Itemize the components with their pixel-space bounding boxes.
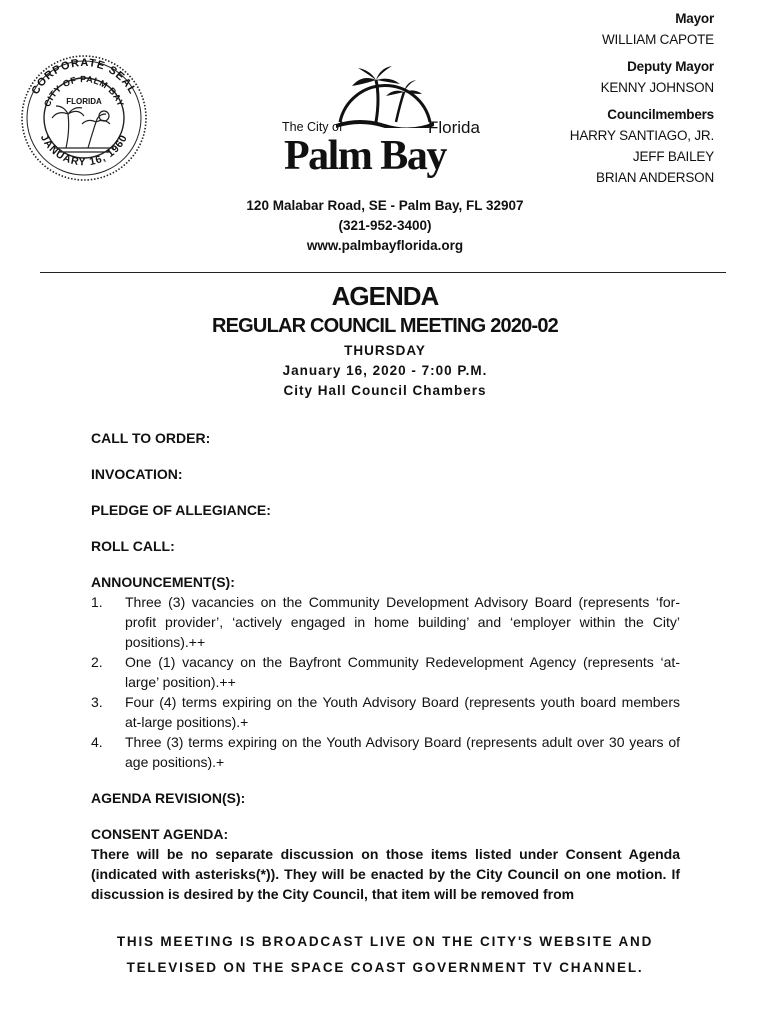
agenda-body — [91, 428, 680, 904]
header-divider — [40, 272, 726, 273]
consent-agenda-text: There will be no separate discussion on those items listed under Consent Agenda (indicated with asterisks(*)). They will be enacted by the City Council on one motion. If discussion is desired by the City Council, that item will be removed from — [91, 846, 680, 902]
councilmembers-title: Councilmembers — [607, 107, 714, 122]
deputy-mayor-name: KENNY JOHNSON — [600, 80, 714, 95]
section-roll-call: ROLL CALL: — [91, 538, 175, 554]
seal-state-text: FLORIDA — [66, 97, 102, 106]
palm-bay-logo — [278, 58, 488, 188]
officials-list — [494, 8, 714, 194]
list-item: 3. Four (4) terms expiring on the Youth Advisory Board (represents youth board members at-large positions).+ — [91, 694, 680, 730]
contact-block — [0, 196, 770, 256]
seal-date-text: JANUARY 16, 1960 — [37, 132, 131, 169]
mayor-title: Mayor — [675, 11, 714, 26]
section-invocation: INVOCATION: — [91, 466, 183, 482]
broadcast-notice-line: TELEVISED ON THE SPACE COAST GOVERNMENT TV CHANNEL. — [126, 960, 644, 975]
section-agenda-revisions: AGENDA REVISION(S): — [91, 790, 246, 806]
section-pledge: PLEDGE OF ALLEGIANCE: — [91, 502, 271, 518]
section-announcements: ANNOUNCEMENT(S): — [91, 574, 235, 590]
meeting-title: REGULAR COUNCIL MEETING 2020-02 — [211, 315, 558, 337]
meeting-details — [0, 341, 770, 401]
councilmember-name: HARRY SANTIAGO, JR. — [569, 128, 714, 143]
meeting-day: THURSDAY — [344, 343, 426, 358]
broadcast-notice-line: THIS MEETING IS BROADCAST LIVE ON THE CITY'S WEBSITE AND — [116, 934, 654, 949]
broadcast-notice — [0, 929, 770, 981]
seal-top-text: CORPORATE SEAL — [29, 56, 139, 97]
councilmember-name: BRIAN ANDERSON — [596, 170, 714, 185]
list-item: 4. Three (3) terms expiring on the Youth Advisory Board (represents adult over 30 years of age positions).+ — [91, 734, 680, 770]
logo-florida: Florida — [428, 118, 480, 137]
phone: (321-952-3400) — [338, 218, 432, 233]
deputy-mayor-title: Deputy Mayor — [627, 59, 714, 74]
logo-brand-name: Palm Bay — [284, 133, 446, 179]
list-item: 1. Three (3) vacancies on the Community Development Advisory Board (represents ‘for-profit provider’, ‘actively engaged in home building’ and ‘employer within the City’ positions).++ — [91, 594, 680, 650]
announcement-list — [91, 592, 680, 772]
meeting-location: City Hall Council Chambers — [283, 383, 487, 398]
agenda-title: AGENDA — [331, 281, 439, 311]
meeting-datetime: January 16, 2020 - 7:00 P.M. — [282, 363, 488, 378]
section-consent-agenda: CONSENT AGENDA: — [91, 826, 229, 842]
address: 120 Malabar Road, SE - Palm Bay, FL 32907 — [246, 198, 524, 213]
councilmember-name: JEFF BAILEY — [632, 149, 714, 164]
mayor-name: WILLIAM CAPOTE — [602, 32, 714, 47]
seal-inner-text: CITY OF PALM BAY — [42, 73, 126, 109]
svg-text:JANUARY 16, 1960 — [38, 133, 130, 169]
website: www.palmbayflorida.org — [306, 238, 464, 253]
logo-the-city-of: The City of — [282, 120, 343, 134]
palm-trees-icon — [330, 58, 440, 128]
section-call-to-order: CALL TO ORDER: — [91, 430, 211, 446]
list-item: 2. One (1) vacancy on the Bayfront Community Redevelopment Agency (represents ‘at-large’ position).++ — [91, 654, 680, 690]
seal-palm-icon — [52, 106, 114, 152]
city-seal — [18, 52, 150, 184]
